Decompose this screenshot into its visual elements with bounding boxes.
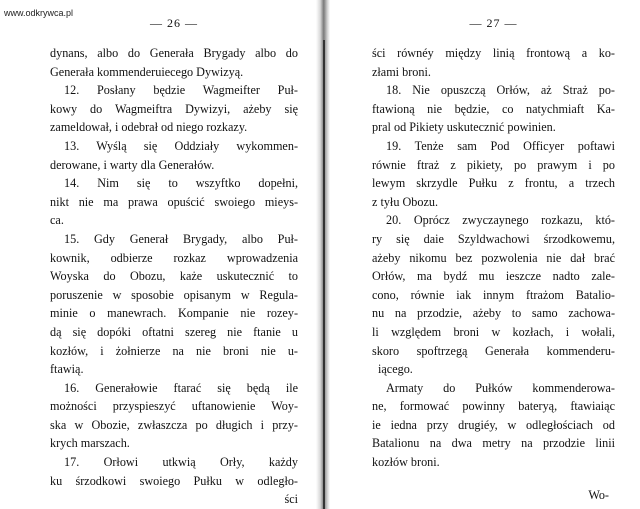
text-line: pral od Pikiety uskutecznić powinien. — [372, 120, 556, 135]
text-line: Armaty do Pułków kommenderowa- — [386, 380, 615, 395]
text-line: cono, równie iak innym ftrażom Bataliо- — [372, 287, 615, 302]
text-line: nikt nie ma prawa opuścić swoiego mieys- — [50, 194, 298, 209]
text-line: ku śrzodkowi swoiego Pułku w odległo- — [50, 473, 298, 488]
text-line: iącego. — [378, 362, 413, 377]
text-line: lewym skrzydle Pułku z frontu, a trzech — [372, 176, 615, 191]
text-line: 12. Posłany będzie Wagmeifter Puł- — [64, 83, 298, 98]
right-page — [372, 14, 615, 504]
gutter-fold-line — [323, 40, 325, 509]
text-line: Orłów, ma bydź mu ieszcze nadto zale- — [372, 269, 615, 284]
text-line: li względem broni w kozłach, i wołali, — [372, 324, 615, 339]
text-line: kownik, odbierze rozkaz wprowadzenia — [50, 250, 298, 265]
left-page — [50, 14, 298, 509]
text-line: Batalionu na dwa metry na przodzie linii — [372, 436, 615, 451]
text-line: kozłów, i żołnierze na nie broni nie u- — [50, 343, 298, 358]
text-line: 16. Generałowie ftarać się będą ile — [64, 380, 298, 395]
text-line: 17. Orłowi utkwią Orły, każdy — [64, 455, 298, 470]
text-line: kozłów broni. — [372, 455, 440, 470]
text-line: kowy do Wagmeiftra Dywizyi, ażeby się — [50, 101, 298, 116]
text-line: równie ftraż z pikiety, po prawym i po — [372, 157, 615, 172]
text-line: 15. Gdy Generał Brygady, albo Puł- — [64, 231, 298, 246]
text-line: ry się daie Szyldwachowi śrzodkowemu, — [372, 231, 615, 246]
text-line: dą się dopóki oftatni szereg nie ftanie u — [50, 324, 298, 339]
text-line: dynans, albo do Generała Brygady albo do — [50, 46, 298, 60]
text-line: 18. Nie opuszczą Orłów, aż Straż po- — [386, 83, 615, 98]
text-line: 20. Oprócz zwyczaynego rozkazu, któ- — [386, 213, 615, 228]
text-line: możności przyspieszyć uftanowienie Woy- — [50, 399, 298, 414]
text-line: zameldował, i odebrał od niego rozkazy. — [50, 120, 248, 135]
text-line: ści równéy między linią frontową a ko- — [372, 46, 615, 60]
text-line: minie o manewrach. Kompanie nie rozey- — [50, 306, 298, 321]
page-number-header: — 27 — — [469, 16, 518, 30]
text-line: z tyłu Obozu. — [372, 194, 439, 209]
text-line: ftawioną nie będzie, co natychmiaft Ka- — [372, 101, 615, 116]
text-line: skoro spoftrzegą Generała kommenderu- — [372, 343, 615, 358]
text-line: Woyska do Obozu, każe uskutecznić to — [50, 269, 298, 284]
text-line: 19. Tenże sam Pod Officyer poftawi — [386, 138, 615, 153]
text-line: derowane, i warty dla Generałów. — [50, 157, 215, 172]
text-line: Generała kommenderuiecego Dywizyą. — [50, 64, 244, 79]
text-line: ska w Obozie, zwłaszcza po długich i przy- — [50, 417, 298, 432]
page-number-header: — 26 — — [150, 16, 198, 30]
text-line: ażeby nikomu bez pozwolenia nie dał brać — [372, 250, 615, 265]
catchword: Wo- — [588, 487, 609, 502]
text-line: 14. Nim się to wszyftko dopełni, — [64, 176, 298, 191]
text-line: 13. Wyślą się Oddziały wykommen- — [64, 138, 298, 153]
watermark-text: www.odkrywca.pl — [4, 8, 74, 18]
text-line: poruszenie w sposobie opisanym w Regula- — [50, 287, 298, 302]
text-line: ie iedna przy drugiéy, w odległościach od — [372, 417, 615, 432]
catchword-line: ści — [284, 492, 298, 507]
text-line: krych marszach. — [50, 436, 130, 451]
text-line: złami broni. — [372, 64, 431, 79]
text-line: ftawią. — [50, 362, 84, 377]
text-line: nu na przodzie, ażeby to samo zachowa- — [372, 306, 615, 321]
text-line: ne, formować powinny bateryą, ftawiaiąc — [372, 399, 615, 414]
text-line: ca. — [50, 213, 64, 228]
